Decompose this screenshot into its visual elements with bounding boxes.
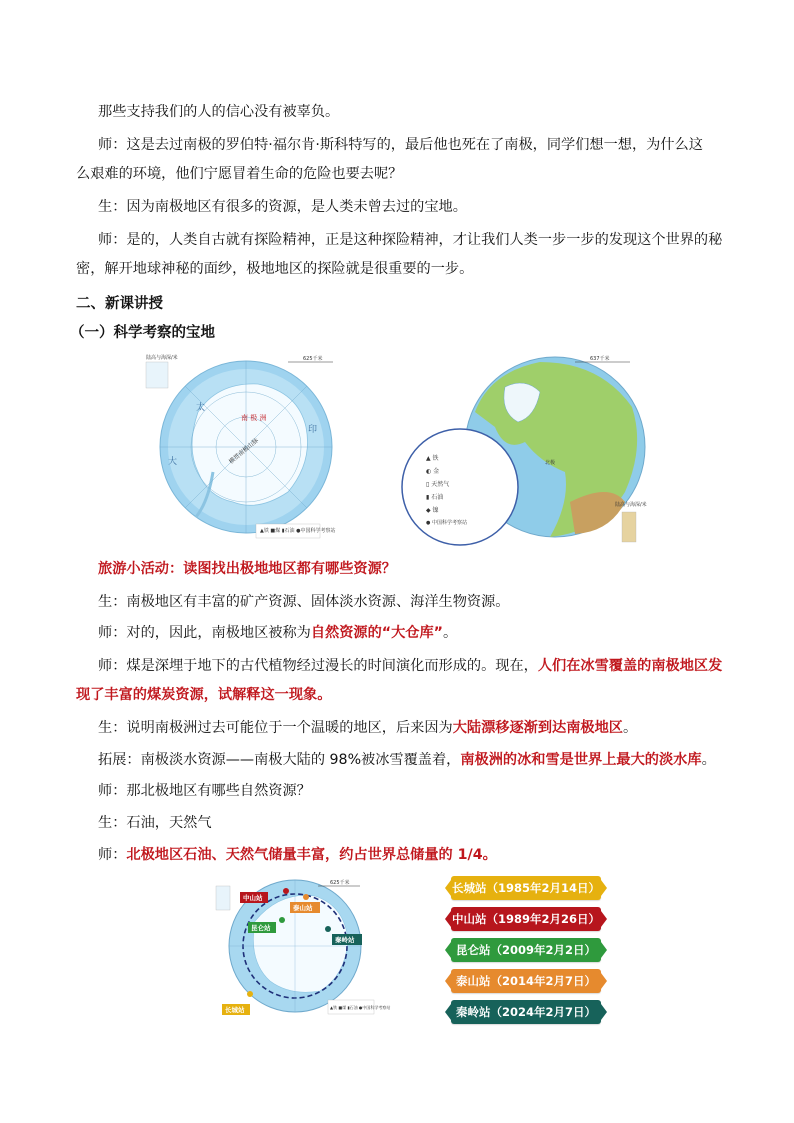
- paragraph-teacher-scott-1: 师：这是去过南极的罗伯特·福尔肯·斯科特写的，最后他也死在了南极，同学们想一想，为什么这: [98, 137, 703, 153]
- line-extension-freshwater: [98, 745, 724, 775]
- reserves-pre: 师：: [98, 847, 127, 863]
- svg-text:◆ 镍: ◆ 镍: [426, 507, 439, 514]
- svg-text:▲铁 ■煤 ▮石油 ●中国科学考察站: ▲铁 ■煤 ▮石油 ●中国科学考察站: [260, 528, 336, 534]
- freshwater-emphasis: 南极洲的冰和雪是世界上最大的淡水库: [460, 752, 702, 768]
- marker-qinling: 秦岭站: [335, 936, 355, 944]
- badge-qinling: 秦岭站（2024年2月7日）: [451, 1000, 601, 1024]
- china-stations-map: [210, 876, 391, 1018]
- freshwater-pre: 拓展：南极淡水资源——南极大陆的 98%被冰雪覆盖着，: [98, 752, 461, 768]
- warehouse-emphasis: 自然资源的“大仓库”: [310, 625, 443, 641]
- stations-map-scale: 625千米: [330, 880, 350, 886]
- svg-text:大: 大: [168, 457, 178, 467]
- warehouse-pre: 师：对的，因此，南极地区被称为: [98, 625, 311, 641]
- marker-kunlun: 昆仑站: [251, 924, 271, 932]
- antarctica-resource-map: [138, 352, 338, 542]
- line-teacher-coal-2: 现了丰富的煤炭资源，试解释这一现象。: [76, 687, 332, 703]
- arctic-map-scale: 637千米: [590, 356, 610, 362]
- paragraph-teacher-scott-2: 么艰难的环境，他们宁愿冒着生命的危险也要去呢？: [76, 166, 403, 182]
- drift-pre: 生：说明南极洲过去可能位于一个温暖的地区，后来因为: [98, 720, 453, 736]
- coal-emphasis-1: 人们在冰雪覆盖的南极地区发: [537, 658, 723, 674]
- marker-changcheng: 长城站: [225, 1006, 245, 1014]
- subsection-heading: （一）科学考察的宝地: [70, 325, 215, 341]
- paragraph-teacher-explore-1: 师：是的，人类自古就有探险精神，正是这种探险精神，才让我们人类一步一步的发现这个世界的秘: [98, 232, 723, 248]
- section-heading: 二、新课讲授: [76, 296, 163, 312]
- arctic-resource-map: [400, 352, 660, 552]
- reserves-emphasis: 北极地区石油、天然气储量丰富，约占世界总储量的 1/4。: [126, 847, 497, 863]
- activity-prompt: [98, 554, 724, 584]
- map-scale: 625千米: [303, 356, 323, 362]
- svg-text:▯ 天然气: ▯ 天然气: [426, 481, 450, 488]
- svg-text:◐ 金: ◐ 金: [426, 468, 440, 475]
- svg-text:▲ 铁: ▲ 铁: [426, 455, 439, 462]
- activity-prefix: 旅游小活动：: [98, 561, 184, 577]
- svg-text:横贯南极山脉: 横贯南极山脉: [227, 437, 260, 466]
- badge-kunlun: 昆仑站（2009年2月2日）: [451, 938, 601, 962]
- line-student-oil-gas: 生：石油，天然气: [98, 815, 212, 831]
- arctic-legend-title: 陆高与海深/米: [615, 502, 647, 508]
- coal-pre: 师：煤是深埋于地下的古代植物经过漫长的时间演化而形成的。现在，: [98, 658, 538, 674]
- badge-zhongshan: 中山站（1989年2月26日）: [451, 907, 601, 931]
- line-teacher-arctic-reserves: [98, 840, 724, 870]
- map-label-nanji: 南 极 洲: [241, 414, 267, 422]
- svg-text:印: 印: [308, 425, 318, 435]
- svg-text:▮ 石油: ▮ 石油: [426, 494, 444, 501]
- paragraph-confidence: 那些支持我们的人的信心没有被辜负。: [98, 104, 340, 120]
- badge-taishan: 泰山站（2014年2月7日）: [451, 969, 601, 993]
- line-student-resources: 生：南极地区有丰富的矿产资源、固体淡水资源、海洋生物资源。: [98, 594, 510, 610]
- drift-post: 。: [622, 720, 638, 736]
- drift-emphasis: 大陆漂移逐渐到达南极地区: [452, 720, 623, 736]
- svg-text:太: 太: [196, 403, 206, 413]
- svg-text:北极: 北极: [545, 460, 556, 466]
- line-teacher-warehouse: [98, 618, 724, 648]
- freshwater-post: 。: [701, 752, 716, 768]
- svg-text:▲铁 ■煤 ▮石油 ●中国科学考察站: ▲铁 ■煤 ▮石油 ●中国科学考察站: [330, 1005, 391, 1010]
- warehouse-post: 。: [442, 625, 458, 641]
- marker-zhongshan: 中山站: [243, 894, 263, 902]
- badge-changcheng: 长城站（1985年2月14日）: [451, 876, 601, 900]
- line-teacher-coal-1: [98, 651, 724, 681]
- paragraph-student-treasure: 生：因为南极地区有很多的资源，是人类未曾去过的宝地。: [98, 199, 467, 215]
- line-student-drift: [98, 713, 724, 743]
- map-legend-title: 陆高与海深/米: [146, 355, 178, 361]
- paragraph-teacher-explore-2: 密，解开地球神秘的面纱，极地地区的探险就是很重要的一步。: [76, 261, 474, 277]
- marker-taishan: 泰山站: [293, 904, 313, 912]
- activity-text: 读图找出极地地区都有哪些资源？: [183, 561, 396, 577]
- svg-text:● 中国科学考察站: ● 中国科学考察站: [426, 520, 467, 526]
- line-teacher-arctic-question: 师：那北极地区有哪些自然资源？: [98, 783, 311, 799]
